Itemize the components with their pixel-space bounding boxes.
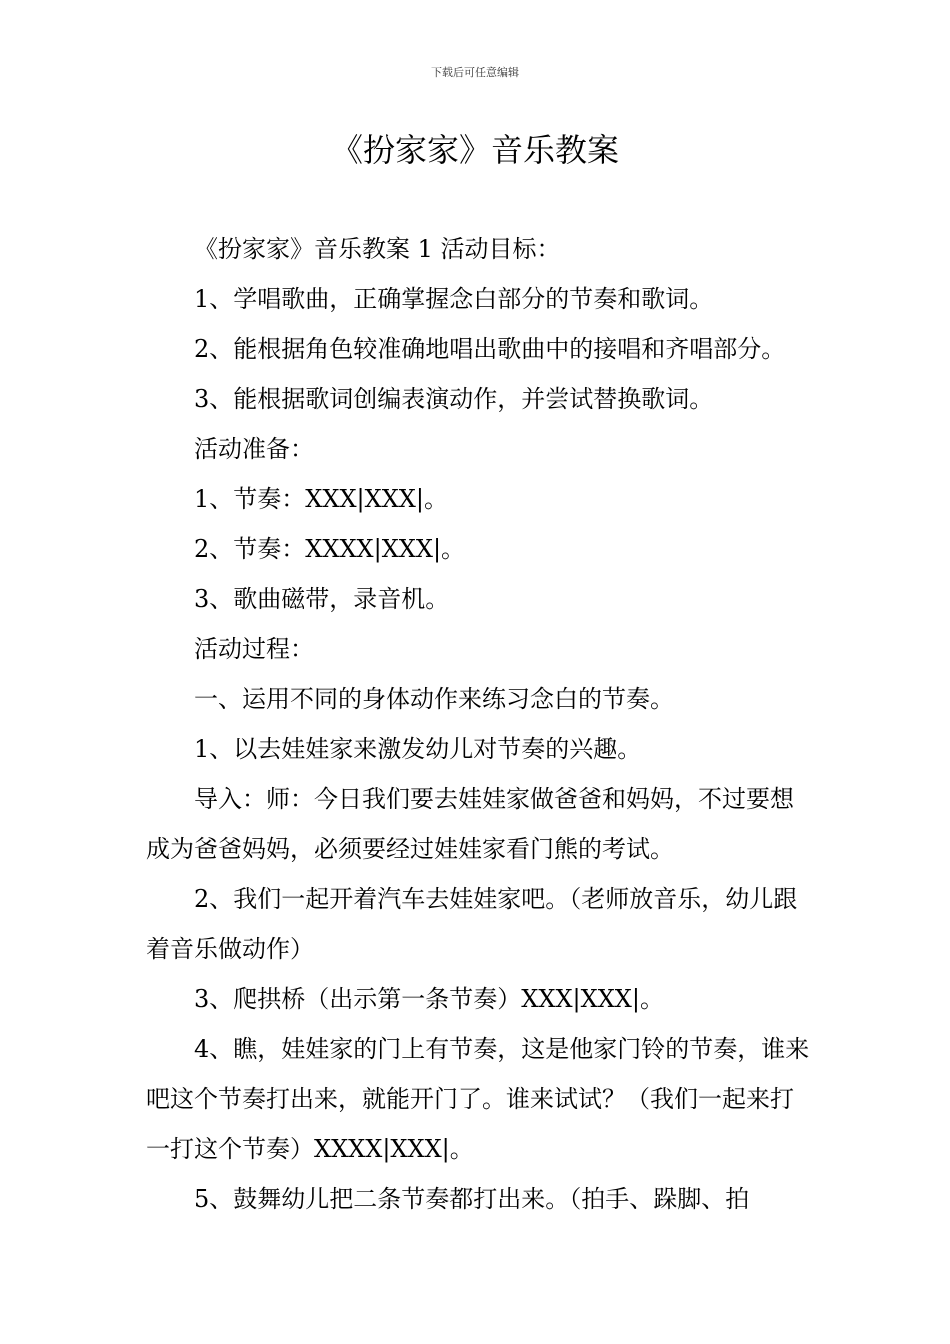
paragraph: 1、节奏：XXX|XXX|。 — [194, 485, 448, 513]
paragraph: 活动准备： — [194, 435, 314, 463]
paragraph: 1、以去娃娃家来激发幼儿对节奏的兴趣。 — [194, 735, 642, 763]
paragraph: 2、节奏：XXXX|XXX|。 — [194, 535, 466, 563]
paragraph: 3、歌曲磁带，录音机。 — [194, 585, 450, 613]
paragraph: 2、能根据角色较准确地唱出歌曲中的接唱和齐唱部分。 — [194, 335, 786, 363]
paragraph: 一、运用不同的身体动作来练习念白的节奏。 — [194, 685, 674, 713]
document-title: 《扮家家》音乐教案 — [330, 131, 619, 169]
header-note: 下载后可任意编辑 — [431, 66, 519, 79]
paragraph: 4、瞧，娃娃家的门上有节奏，这是他家门铃的节奏，谁来吧这个节奏打出来，就能开门了。谁来试试？（我们一起来打一打这个节奏）XXXX|XXX|。 — [146, 1035, 810, 1163]
paragraph: 2、我们一起开着汽车去娃娃家吧。（老师放音乐，幼儿跟着音乐做动作） — [146, 885, 798, 963]
paragraph: 1、学唱歌曲，正确掌握念白部分的节奏和歌词。 — [194, 285, 714, 313]
paragraph: 导入：师：今日我们要去娃娃家做爸爸和妈妈，不过要想成为爸爸妈妈，必须要经过娃娃家看门熊的考试。 — [146, 785, 794, 863]
paragraph: 5、鼓舞幼儿把二条节奏都打出来。（拍手、跺脚、拍 — [194, 1185, 750, 1213]
paragraph: 3、爬拱桥（出示第一条节奏）XXX|XXX|。 — [194, 985, 664, 1013]
document-body — [146, 224, 812, 1224]
paragraph: 3、能根据歌词创编表演动作，并尝试替换歌词。 — [194, 385, 714, 413]
paragraph: 《扮家家》音乐教案 1 活动目标： — [194, 235, 561, 263]
paragraph: 活动过程： — [194, 635, 314, 663]
